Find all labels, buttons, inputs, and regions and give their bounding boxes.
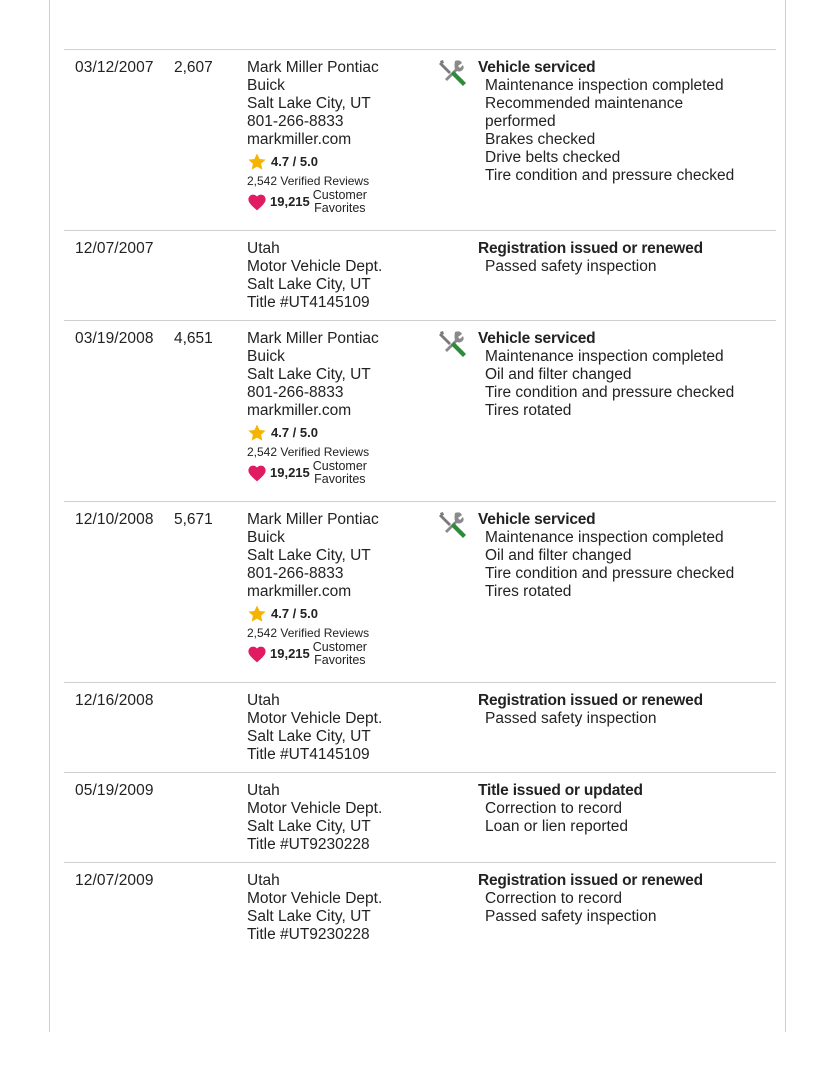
vehicle-history-table: [64, 50, 776, 953]
heart-icon: [247, 645, 267, 663]
detail-item: Tires rotated: [485, 402, 572, 419]
detail-item: Passed safety inspection: [485, 710, 657, 727]
history-row: [64, 773, 776, 863]
record-details: [478, 782, 768, 836]
favorites-label-line: Favorites: [314, 653, 366, 667]
star-icon: [247, 423, 267, 443]
favorites-label: [313, 460, 367, 486]
favorites-label-line: Favorites: [314, 201, 366, 215]
favorites-label-line: Customer: [312, 188, 367, 202]
history-row: [64, 231, 776, 321]
detail-item: performed: [485, 113, 556, 130]
detail-item: Oil and filter changed: [485, 547, 632, 564]
detail-item: Correction to record: [485, 800, 622, 817]
heart-icon: [247, 464, 267, 482]
record-source: [247, 511, 417, 667]
detail-item: Tire condition and pressure checked: [485, 167, 735, 184]
source-line: Buick: [247, 77, 285, 94]
detail-item: Oil and filter changed: [485, 366, 632, 383]
source-website-link[interactable]: markmiller.com: [247, 131, 352, 148]
star-icon: [247, 152, 267, 172]
record-title: Registration issued or renewed: [478, 240, 703, 257]
detail-item: Loan or lien reported: [485, 818, 629, 835]
frame-left-border: [49, 0, 50, 1032]
record-source: [247, 782, 417, 854]
detail-item: Passed safety inspection: [485, 908, 657, 925]
detail-item: Tire condition and pressure checked: [485, 384, 735, 401]
record-details: [478, 511, 768, 601]
record-source: [247, 330, 417, 486]
customer-favorites: [247, 189, 417, 215]
detail-item: Maintenance inspection completed: [485, 77, 724, 94]
source-line: Buick: [247, 529, 285, 546]
record-date: 12/10/2008: [75, 511, 154, 528]
history-row: [64, 683, 776, 773]
source-line: Title #UT9230228: [247, 836, 370, 853]
record-details: [478, 59, 768, 185]
detail-item: Correction to record: [485, 890, 622, 907]
record-title: Vehicle serviced: [478, 511, 596, 528]
source-phone[interactable]: 801-266-8833: [247, 565, 344, 582]
service-tools-icon: [436, 58, 468, 88]
source-line: Motor Vehicle Dept.: [247, 890, 383, 907]
record-mileage: 2,607: [174, 59, 213, 76]
source-line: Utah: [247, 692, 280, 709]
record-title: Vehicle serviced: [478, 330, 596, 347]
customer-favorites: [247, 641, 417, 667]
detail-item: Maintenance inspection completed: [485, 348, 724, 365]
source-line: Title #UT4145109: [247, 746, 370, 763]
detail-item: Recommended maintenance: [485, 95, 684, 112]
favorites-count: 19,215: [270, 465, 310, 480]
source-line: Motor Vehicle Dept.: [247, 710, 383, 727]
record-source: [247, 692, 417, 764]
rating-score: 4.7 / 5.0: [271, 606, 318, 621]
history-row: [64, 502, 776, 683]
record-date: 12/16/2008: [75, 692, 154, 709]
source-line: Mark Miller Pontiac: [247, 59, 379, 76]
rating-score: 4.7 / 5.0: [271, 154, 318, 169]
detail-item: Brakes checked: [485, 131, 596, 148]
record-date: 03/19/2008: [75, 330, 154, 347]
frame-right-border: [785, 0, 786, 1032]
service-tools-icon: [436, 510, 468, 540]
source-line: Buick: [247, 348, 285, 365]
source-line: Utah: [247, 240, 280, 257]
rating[interactable]: [247, 152, 417, 172]
source-line: Salt Lake City, UT: [247, 95, 371, 112]
record-title: Vehicle serviced: [478, 59, 596, 76]
favorites-label-line: Favorites: [314, 472, 366, 486]
detail-item: Drive belts checked: [485, 149, 621, 166]
record-title: Title issued or updated: [478, 782, 643, 799]
source-line: Mark Miller Pontiac: [247, 330, 379, 347]
history-row: [64, 863, 776, 953]
favorites-count: 19,215: [270, 646, 310, 661]
record-details: [478, 872, 768, 926]
detail-item: Passed safety inspection: [485, 258, 657, 275]
source-line: Motor Vehicle Dept.: [247, 258, 383, 275]
source-line: Title #UT4145109: [247, 294, 370, 311]
heart-icon: [247, 193, 267, 211]
source-phone[interactable]: 801-266-8833: [247, 113, 344, 130]
record-title: Registration issued or renewed: [478, 872, 703, 889]
detail-item: Maintenance inspection completed: [485, 529, 724, 546]
source-line: Utah: [247, 782, 280, 799]
record-mileage: 5,671: [174, 511, 213, 528]
rating-score: 4.7 / 5.0: [271, 425, 318, 440]
record-details: [478, 692, 768, 728]
source-line: Salt Lake City, UT: [247, 818, 371, 835]
source-line: Salt Lake City, UT: [247, 547, 371, 564]
record-title: Registration issued or renewed: [478, 692, 703, 709]
rating[interactable]: [247, 423, 417, 443]
favorites-count: 19,215: [270, 194, 310, 209]
history-row: [64, 321, 776, 502]
source-line: Utah: [247, 872, 280, 889]
source-line: Salt Lake City, UT: [247, 276, 371, 293]
source-line: Motor Vehicle Dept.: [247, 800, 383, 817]
verified-reviews-link[interactable]: 2,542 Verified Reviews: [247, 445, 370, 459]
record-date: 05/19/2009: [75, 782, 154, 799]
source-website-link[interactable]: markmiller.com: [247, 402, 352, 419]
favorites-label-line: Customer: [312, 459, 367, 473]
record-date: 03/12/2007: [75, 59, 154, 76]
record-date: 12/07/2007: [75, 240, 154, 257]
customer-favorites: [247, 460, 417, 486]
detail-item: Tire condition and pressure checked: [485, 565, 735, 582]
service-tools-icon: [436, 329, 468, 359]
record-date: 12/07/2009: [75, 872, 154, 889]
rating[interactable]: [247, 604, 417, 624]
record-source: [247, 59, 417, 215]
source-line: Salt Lake City, UT: [247, 366, 371, 383]
record-source: [247, 240, 417, 312]
favorites-label-line: Customer: [312, 640, 367, 654]
record-mileage: 4,651: [174, 330, 213, 347]
history-row: [64, 50, 776, 231]
favorites-label: [313, 641, 367, 667]
source-line: Title #UT9230228: [247, 926, 370, 943]
star-icon: [247, 604, 267, 624]
record-source: [247, 872, 417, 944]
source-website-link[interactable]: markmiller.com: [247, 583, 352, 600]
favorites-label: [313, 189, 367, 215]
record-details: [478, 330, 768, 420]
record-details: [478, 240, 768, 276]
source-phone[interactable]: 801-266-8833: [247, 384, 344, 401]
source-line: Mark Miller Pontiac: [247, 511, 379, 528]
detail-item: Tires rotated: [485, 583, 572, 600]
verified-reviews-link[interactable]: 2,542 Verified Reviews: [247, 626, 370, 640]
verified-reviews-link[interactable]: 2,542 Verified Reviews: [247, 174, 370, 188]
source-line: Salt Lake City, UT: [247, 908, 371, 925]
source-line: Salt Lake City, UT: [247, 728, 371, 745]
